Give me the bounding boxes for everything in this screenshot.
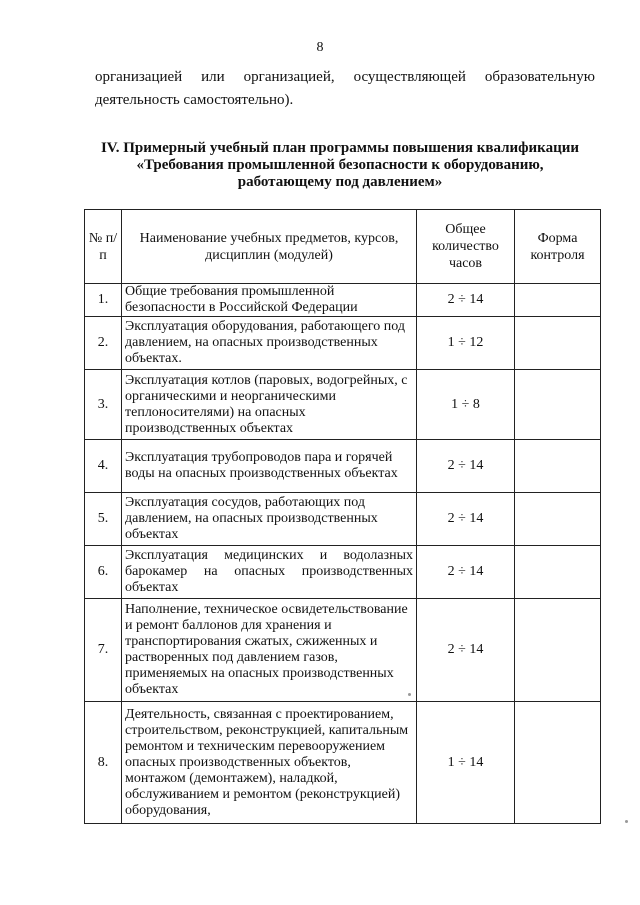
page-number: 8 <box>316 40 324 55</box>
row-control <box>515 599 601 702</box>
row-name: Эксплуатация сосудов, работающих под давлением, на опасных производственных объектах <box>122 493 417 546</box>
row-hours: 2 ÷ 14 <box>417 493 515 546</box>
row-hours: 2 ÷ 14 <box>417 284 515 317</box>
intro-word: образовательную <box>484 69 595 85</box>
row-control <box>515 440 601 493</box>
intro-word: осуществляющей <box>353 69 466 85</box>
title-line-1: IV. Примерный учебный план программы повышения квалификации <box>100 140 580 156</box>
row-hours: 1 ÷ 8 <box>417 370 515 440</box>
table-row <box>85 599 601 702</box>
table-row <box>85 546 601 599</box>
row-num: 3. <box>85 370 122 440</box>
header-hours: Общее количество часов <box>417 210 515 284</box>
row-control <box>515 370 601 440</box>
table-header-row <box>85 210 601 284</box>
row-num: 7. <box>85 599 122 702</box>
header-control: Форма контроля <box>515 210 601 284</box>
table-row <box>85 284 601 317</box>
row-control <box>515 284 601 317</box>
row-hours: 1 ÷ 12 <box>417 317 515 370</box>
intro-word: организацией <box>95 69 183 85</box>
row-num: 6. <box>85 546 122 599</box>
header-name: Наименование учебных предметов, курсов, дисциплин (модулей) <box>122 210 417 284</box>
row-num: 1. <box>85 284 122 317</box>
row-num: 2. <box>85 317 122 370</box>
row-hours: 2 ÷ 14 <box>417 546 515 599</box>
intro-word: организацией, <box>243 69 335 85</box>
row-control <box>515 317 601 370</box>
row-name: Деятельность, связанная с проектированием, строительством, реконструкцией, капитальным ремонтом и техническим перевооружением опасных производственных объектов, монтажом (демонтажем), наладкой, обслуживанием и ремонтом (реконструкцией) оборудования, <box>122 702 417 824</box>
row-name: Эксплуатация оборудования, работающего под давлением, на опасных производственных объектах. <box>122 317 417 370</box>
row-hours: 2 ÷ 14 <box>417 599 515 702</box>
row-name: Эксплуатация медицинских и водолазных барокамер на опасных производственных объектах <box>122 546 417 599</box>
row-name: Наполнение, техническое освидетельствование и ремонт баллонов для хранения и транспортирования сжатых, сжиженных и растворенных под давлением газов, применяемых на опасных производственных объектах <box>122 599 417 702</box>
scan-speck <box>625 820 628 823</box>
table-row <box>85 317 601 370</box>
row-hours: 2 ÷ 14 <box>417 440 515 493</box>
curriculum-table <box>84 209 601 824</box>
intro-word: или <box>201 69 225 85</box>
section-title <box>90 140 590 191</box>
row-name: Эксплуатация котлов (паровых, водогрейных, с органическими и неорганическими теплоносителями) на опасных производственных объектах <box>122 370 417 440</box>
row-control <box>515 493 601 546</box>
row-control <box>515 702 601 824</box>
title-line-3: работающему под давлением» <box>237 174 443 190</box>
table-row <box>85 493 601 546</box>
intro-paragraph <box>95 66 595 112</box>
scan-speck <box>408 693 411 696</box>
row-num: 8. <box>85 702 122 824</box>
row-name: Общие требования промышленной безопасности в Российской Федерации <box>122 284 417 317</box>
table-row <box>85 440 601 493</box>
table-row <box>85 370 601 440</box>
intro-line-2: деятельность самостоятельно). <box>95 92 294 108</box>
intro-line-1 <box>95 66 595 89</box>
row-control <box>515 546 601 599</box>
row-num: 4. <box>85 440 122 493</box>
table-row <box>85 702 601 824</box>
header-num: № п/п <box>85 210 122 284</box>
row-num: 5. <box>85 493 122 546</box>
row-name: Эксплуатация трубопроводов пара и горячей воды на опасных производственных объектах <box>122 440 417 493</box>
title-line-2: «Требования промышленной безопасности к оборудованию, <box>136 157 544 173</box>
row-hours: 1 ÷ 14 <box>417 702 515 824</box>
